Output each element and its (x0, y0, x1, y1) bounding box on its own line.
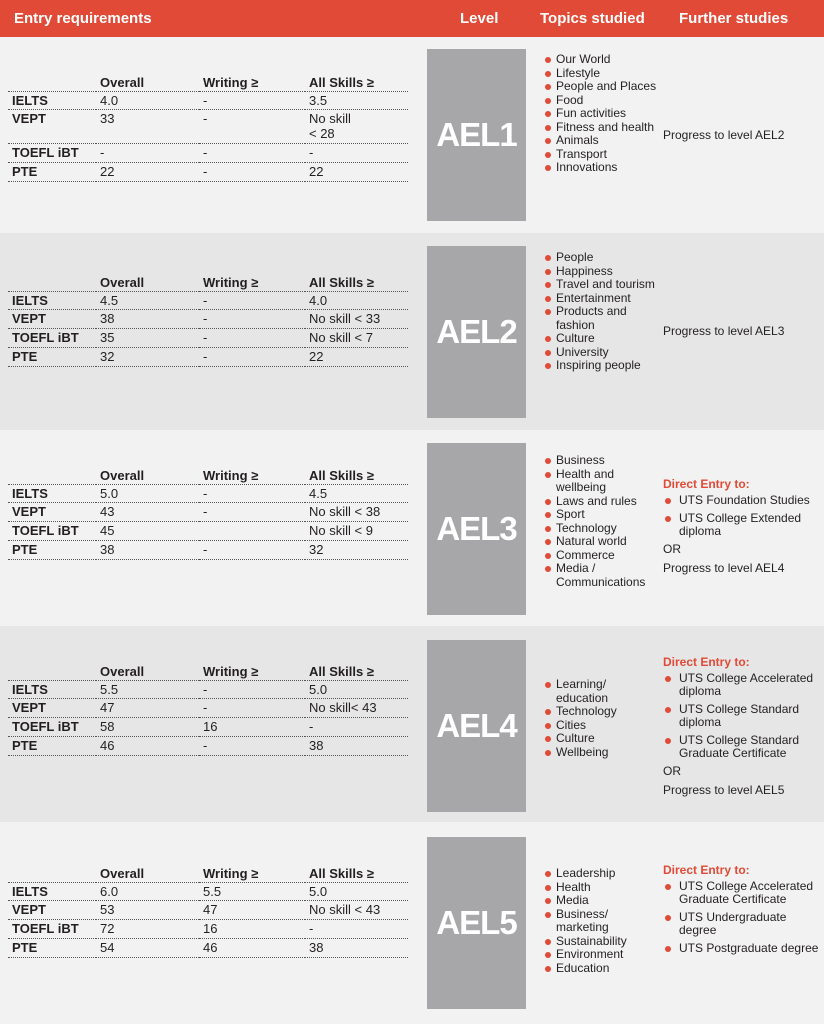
topic-item: Innovations (545, 161, 657, 175)
column-header (8, 660, 96, 680)
table-row (8, 920, 408, 939)
table-row (8, 144, 408, 163)
topic-item: Health (545, 881, 657, 895)
table-row (8, 939, 408, 958)
topic-item: Products and fashion (545, 305, 657, 332)
or-separator: OR (663, 542, 681, 556)
test-name: VEPT (8, 110, 96, 144)
score-cell: 4.0 (96, 91, 199, 110)
topic-item: Media / Communications (545, 562, 657, 589)
topic-item: Animals (545, 134, 657, 148)
column-header: Overall (96, 271, 199, 291)
test-name: IELTS (8, 484, 96, 503)
topic-item: Laws and rules (545, 495, 657, 509)
test-name: IELTS (8, 882, 96, 901)
requirements-header-row (8, 862, 408, 882)
score-cell: - (305, 718, 408, 737)
direct-entry-item: UTS College Extended diploma (663, 512, 821, 538)
score-cell: - (199, 291, 305, 310)
column-header: Writing ≥ (199, 71, 305, 91)
test-name: TOEFL iBT (8, 144, 96, 163)
topic-item: Happiness (545, 265, 657, 279)
score-cell: 53 (96, 901, 199, 920)
score-cell: No skill < 43 (305, 901, 408, 920)
test-name: PTE (8, 163, 96, 182)
topic-item: Business/ marketing (545, 908, 657, 935)
topic-item: Our World (545, 53, 657, 67)
table-row (8, 163, 408, 182)
topic-item: Cities (545, 719, 657, 733)
test-name: PTE (8, 939, 96, 958)
test-name: TOEFL iBT (8, 522, 96, 541)
score-cell: - (199, 680, 305, 699)
direct-entry-list (663, 494, 821, 538)
table-row (8, 310, 408, 329)
direct-entry-list (663, 672, 821, 760)
score-cell: 16 (199, 920, 305, 939)
requirements-table (8, 271, 408, 367)
score-cell: 5.5 (199, 882, 305, 901)
test-name: IELTS (8, 680, 96, 699)
further-studies (663, 325, 821, 338)
score-cell: 6.0 (96, 882, 199, 901)
score-cell: - (96, 144, 199, 163)
test-name: VEPT (8, 310, 96, 329)
test-name: TOEFL iBT (8, 329, 96, 348)
topic-item: Sustainability (545, 935, 657, 949)
column-header: All Skills ≥ (305, 271, 408, 291)
direct-entry-item: UTS College Standard Graduate Certificate (663, 734, 821, 760)
score-cell: 38 (305, 737, 408, 756)
test-name: VEPT (8, 901, 96, 920)
topic-item: Travel and tourism (545, 278, 657, 292)
level-row-ael2 (0, 233, 824, 430)
column-header: All Skills ≥ (305, 862, 408, 882)
further-studies (663, 864, 821, 960)
column-header (8, 862, 96, 882)
column-header: Overall (96, 464, 199, 484)
score-cell: 22 (305, 348, 408, 367)
score-cell: - (199, 699, 305, 718)
column-header: All Skills ≥ (305, 464, 408, 484)
score-cell: 46 (96, 737, 199, 756)
topic-item: Sport (545, 508, 657, 522)
score-cell: 38 (96, 541, 199, 560)
score-cell: - (305, 144, 408, 163)
score-cell: - (199, 310, 305, 329)
requirements-header-row (8, 271, 408, 291)
direct-entry-item: UTS College Standard diploma (663, 703, 821, 729)
topic-item: Culture (545, 732, 657, 746)
topics-list (545, 251, 657, 373)
requirements-header-row (8, 71, 408, 91)
direct-entry-item: UTS Foundation Studies (663, 494, 821, 507)
direct-entry-item: UTS College Accelerated diploma (663, 672, 821, 698)
direct-entry-heading: Direct Entry to: (663, 655, 750, 669)
score-cell: 35 (96, 329, 199, 348)
table-row (8, 541, 408, 560)
topic-item: Fun activities (545, 107, 657, 121)
test-name: TOEFL iBT (8, 718, 96, 737)
column-header: Overall (96, 660, 199, 680)
score-cell: 4.0 (305, 291, 408, 310)
table-row (8, 901, 408, 920)
test-name: PTE (8, 541, 96, 560)
score-cell: 22 (96, 163, 199, 182)
score-cell (199, 522, 305, 541)
requirements-header-row (8, 660, 408, 680)
table-row (8, 522, 408, 541)
topic-item: Technology (545, 705, 657, 719)
header-topics-studied: Topics studied (540, 10, 645, 27)
test-name: IELTS (8, 291, 96, 310)
score-cell: - (199, 503, 305, 522)
table-row (8, 882, 408, 901)
topic-item: Natural world (545, 535, 657, 549)
score-cell: - (305, 920, 408, 939)
table-row (8, 484, 408, 503)
table-row (8, 110, 408, 144)
topic-item: University (545, 346, 657, 360)
level-badge: AEL3 (427, 443, 526, 615)
table-row (8, 699, 408, 718)
test-name: VEPT (8, 699, 96, 718)
table-row (8, 291, 408, 310)
column-header: All Skills ≥ (305, 71, 408, 91)
table-row (8, 91, 408, 110)
column-header: Overall (96, 862, 199, 882)
score-cell: 58 (96, 718, 199, 737)
score-cell: No skill < 38 (305, 503, 408, 522)
score-cell: 16 (199, 718, 305, 737)
topic-item: Business (545, 454, 657, 468)
topic-item: People and Places (545, 80, 657, 94)
score-cell: - (199, 484, 305, 503)
progress-text: Progress to level AEL3 (663, 324, 785, 338)
score-cell: 4.5 (305, 484, 408, 503)
score-cell: - (199, 541, 305, 560)
score-cell: 32 (96, 348, 199, 367)
score-cell: 46 (199, 939, 305, 958)
direct-entry-list (663, 880, 821, 955)
score-cell: 5.5 (96, 680, 199, 699)
score-cell: 54 (96, 939, 199, 958)
score-cell: 47 (199, 901, 305, 920)
column-header: Writing ≥ (199, 464, 305, 484)
column-header: Writing ≥ (199, 660, 305, 680)
requirements-table (8, 71, 408, 182)
topic-item: Culture (545, 332, 657, 346)
score-cell: 3.5 (305, 91, 408, 110)
requirements-table (8, 660, 408, 756)
table-row (8, 348, 408, 367)
table-row (8, 718, 408, 737)
topic-item: Environment (545, 948, 657, 962)
topic-item: Transport (545, 148, 657, 162)
direct-entry-item: UTS Postgraduate degree (663, 942, 821, 955)
further-studies (663, 478, 821, 575)
header-level: Level (460, 10, 499, 27)
level-badge: AEL4 (427, 640, 526, 812)
test-name: IELTS (8, 91, 96, 110)
score-cell: 72 (96, 920, 199, 939)
level-badge: AEL5 (427, 837, 526, 1009)
column-header: Overall (96, 71, 199, 91)
progress-text: Progress to level AEL2 (663, 128, 785, 142)
topic-item: Leadership (545, 867, 657, 881)
score-cell: - (199, 91, 305, 110)
column-header (8, 71, 96, 91)
topic-item: Technology (545, 522, 657, 536)
score-cell: 4.5 (96, 291, 199, 310)
level-row-ael5 (0, 822, 824, 1024)
score-cell: No skill < 28 (305, 110, 408, 144)
topic-item: Commerce (545, 549, 657, 563)
test-name: VEPT (8, 503, 96, 522)
score-cell: 22 (305, 163, 408, 182)
progress-text: Progress to level AEL5 (663, 783, 785, 797)
topic-item: Health and wellbeing (545, 468, 657, 495)
score-cell: 5.0 (305, 680, 408, 699)
score-cell: 38 (305, 939, 408, 958)
level-row-ael3 (0, 430, 824, 626)
progress-text: Progress to level AEL4 (663, 561, 785, 575)
level-row-ael1 (0, 37, 824, 233)
direct-entry-item: UTS College Accelerated Graduate Certificate (663, 880, 821, 906)
direct-entry-heading: Direct Entry to: (663, 863, 750, 877)
table-row (8, 329, 408, 348)
requirements-table (8, 862, 408, 958)
topic-item: Education (545, 962, 657, 976)
topic-item: People (545, 251, 657, 265)
topic-item: Entertainment (545, 292, 657, 306)
score-cell: 32 (305, 541, 408, 560)
column-header: All Skills ≥ (305, 660, 408, 680)
score-cell: 47 (96, 699, 199, 718)
topic-item: Fitness and health (545, 121, 657, 135)
column-header (8, 464, 96, 484)
score-cell: 5.0 (305, 882, 408, 901)
score-cell: 5.0 (96, 484, 199, 503)
score-cell: 33 (96, 110, 199, 144)
column-header: Writing ≥ (199, 271, 305, 291)
topic-item: Wellbeing (545, 746, 657, 760)
table-row (8, 503, 408, 522)
score-cell: - (199, 348, 305, 367)
test-name: PTE (8, 737, 96, 756)
score-cell: No skill < 9 (305, 522, 408, 541)
score-cell: - (199, 329, 305, 348)
topics-list (545, 454, 657, 589)
topics-list (545, 53, 657, 175)
table-header (0, 0, 824, 37)
score-cell: - (199, 144, 305, 163)
topic-item: Food (545, 94, 657, 108)
column-header (8, 271, 96, 291)
level-badge: AEL2 (427, 246, 526, 418)
test-name: PTE (8, 348, 96, 367)
or-separator: OR (663, 764, 681, 778)
further-studies (663, 129, 821, 142)
topic-item: Media (545, 894, 657, 908)
direct-entry-heading: Direct Entry to: (663, 477, 750, 491)
level-badge: AEL1 (427, 49, 526, 221)
score-cell: 45 (96, 522, 199, 541)
score-cell: - (199, 163, 305, 182)
test-name: TOEFL iBT (8, 920, 96, 939)
header-further-studies: Further studies (679, 10, 789, 27)
topic-item: Lifestyle (545, 67, 657, 81)
score-cell: - (199, 737, 305, 756)
topics-list (545, 867, 657, 975)
score-cell: 38 (96, 310, 199, 329)
topic-item: Inspiring people (545, 359, 657, 373)
score-cell: - (199, 110, 305, 144)
column-header: Writing ≥ (199, 862, 305, 882)
requirements-table (8, 464, 408, 560)
direct-entry-item: UTS Undergraduate degree (663, 911, 821, 937)
level-row-ael4 (0, 626, 824, 822)
table-row (8, 680, 408, 699)
score-cell: 43 (96, 503, 199, 522)
header-entry-requirements: Entry requirements (14, 10, 152, 27)
score-cell: No skill< 43 (305, 699, 408, 718)
requirements-header-row (8, 464, 408, 484)
score-cell: No skill < 33 (305, 310, 408, 329)
topics-list (545, 678, 657, 759)
further-studies (663, 656, 821, 797)
score-cell: No skill < 7 (305, 329, 408, 348)
topic-item: Learning/ education (545, 678, 657, 705)
table-row (8, 737, 408, 756)
